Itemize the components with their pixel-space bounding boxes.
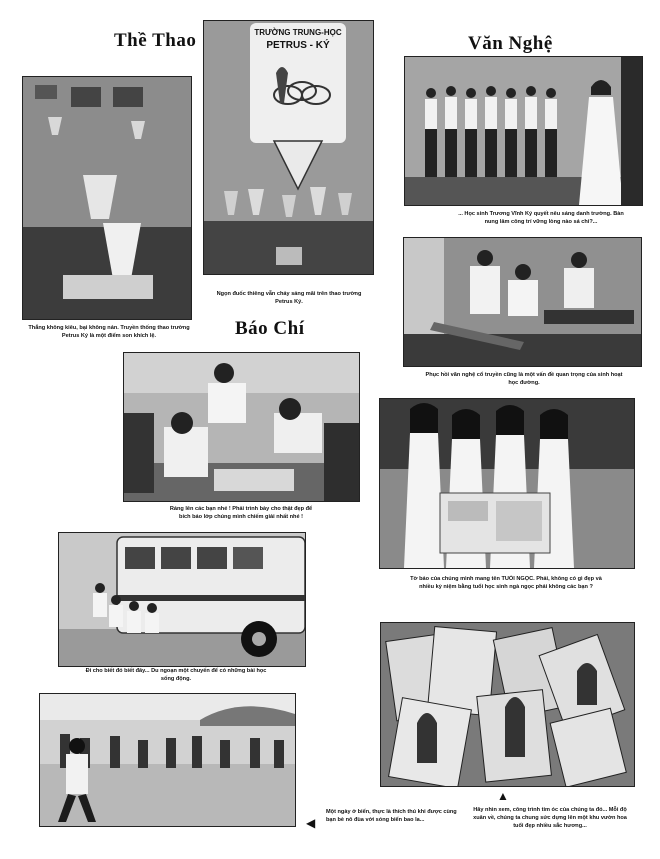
sign-line-2: PETRUS - KÝ: [266, 40, 330, 51]
caption-press: Ráng lên các bạn nhé ! Phải trình bày cho thật đẹp để bích báo lớp chúng mình chiếm giải nhất nhé !: [169, 506, 313, 520]
caption-music: Phục hồi văn nghệ cổ truyền cũng là một vấn đề quan trọng của sinh hoạt học đường.: [425, 372, 623, 386]
photo-traditional-music: [403, 237, 642, 367]
photo-torch-emblem: [203, 20, 374, 275]
caption-torch: Ngọn đuốc thiêng vẫn cháy sáng mãi trên thao trường Petrus Ký.: [216, 291, 362, 305]
sign-line-1: TRƯỜNG TRUNG-HỌC: [254, 28, 342, 37]
photo-tuoi-ngoc-students: [379, 398, 635, 569]
photo-trophies: [22, 76, 192, 320]
arrow-left-icon: ◀: [306, 816, 316, 830]
photo-wall-newspaper: [123, 352, 360, 502]
photo-magazines: [380, 622, 635, 787]
photo-choir: [404, 56, 643, 206]
heading-van-nghe: Văn Nghệ: [468, 33, 553, 54]
caption-magazines: Hãy nhìn xem, công trình tim óc của chúng ta đó... Mỗi độ xuân về, chúng ta chung sức dựng lên một khu vườn hoa tuổi đẹp nhiều sắc hương...: [473, 807, 627, 829]
caption-choir: ... Học sinh Trương Vĩnh Ký quyết nêu sáng danh trường. Bàn nung lâm công trí vững lòng nào sá chi?...: [458, 211, 624, 225]
heading-bao-chi: Báo Chí: [235, 318, 305, 339]
caption-trophies: Thắng không kiêu, bại không nản. Truyền thống thao trường Petrus Ký là một điểm son khích lệ.: [28, 325, 190, 339]
heading-the-thao: Thề Thao: [114, 30, 197, 51]
arrow-up-icon: ▲: [497, 789, 509, 803]
caption-bus: Đi cho biết đó biết đây... Du ngoạn một chuyến để có những bài học sống động.: [85, 668, 267, 682]
photo-beach-day: [39, 693, 296, 827]
caption-tuoi-ngoc: Tờ báo của chúng mình mang tên TUỔI NGỌC. Phải, không có gì đẹp và nhiều kỷ niệm bằng tuổi học sinh ngà ngọc phải không các bạn ?: [410, 576, 602, 590]
photo-field-trip-bus: [58, 532, 306, 667]
caption-beach: Một ngày ở biển, thực là thích thú khi được cùng bạn bè nô đùa với sóng biển bao la...: [326, 809, 457, 823]
